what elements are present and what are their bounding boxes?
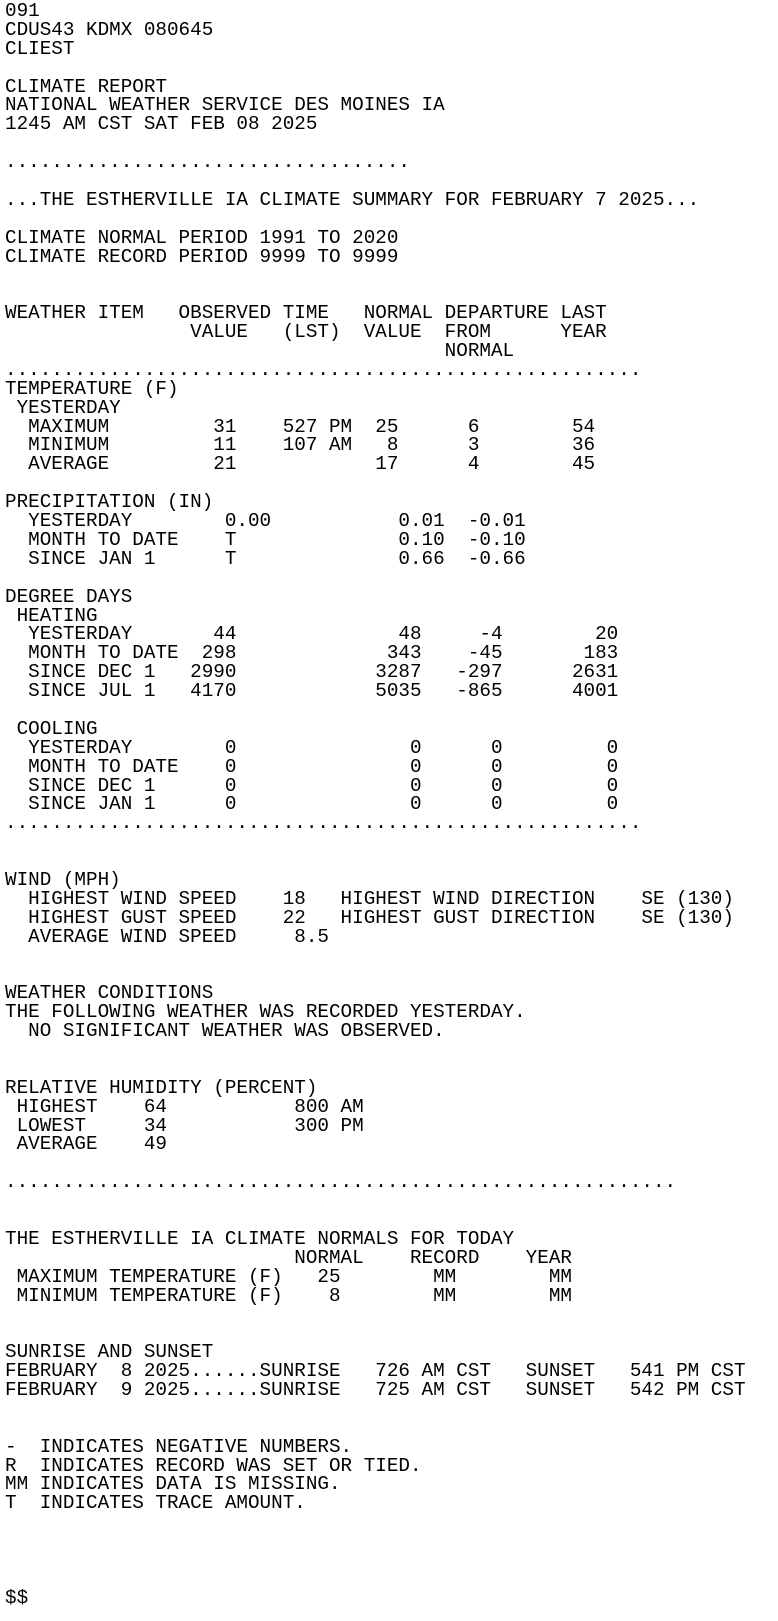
report-line [5,701,778,720]
report-line [5,59,778,78]
report-line: FEBRUARY 9 2025......SUNRISE 725 AM CST SUNSET 542 PM CST [5,1379,746,1402]
report-line: YESTERDAY 44 48 -4 20 [5,623,619,646]
report-line: ................................... [5,151,410,174]
report-line: NORMAL RECORD YEAR [5,1246,572,1269]
report-line: WEATHER CONDITIONS [5,982,214,1005]
report-line: SINCE JAN 1 T 0.66 -0.66 [5,547,526,570]
report-line: ....................................................... [5,812,642,835]
report-line: AVERAGE 49 [5,1133,167,1156]
report-line: MM INDICATES DATA IS MISSING. [5,1473,341,1496]
report-line: THE FOLLOWING WEATHER WAS RECORDED YESTERDAY. [5,1001,526,1024]
report-line: SINCE DEC 1 2990 3287 -297 2631 [5,661,619,684]
report-line: PRECIPITATION (IN) [5,491,214,514]
report-line [5,1551,778,1570]
report-line: NORMAL [5,340,515,363]
report-line: AVERAGE WIND SPEED 8.5 [5,925,329,948]
report-line: CLIEST [5,37,75,60]
report-line: MONTH TO DATE T 0.10 -0.10 [5,528,526,551]
report-line: YESTERDAY 0 0 0 0 [5,736,619,759]
report-line: CLIMATE REPORT [5,75,167,98]
report-line: YESTERDAY 0.00 0.01 -0.01 [5,510,526,533]
report-line: CLIMATE RECORD PERIOD 9999 TO 9999 [5,245,399,268]
report-line: .......................................................... [5,1171,677,1194]
report-line: HIGHEST WIND SPEED 18 HIGHEST WIND DIRECTION SE (130) [5,887,734,910]
report-line [5,210,778,229]
report-line: THE ESTHERVILLE IA CLIMATE NORMALS FOR TODAY [5,1227,515,1250]
report-line: DEGREE DAYS [5,585,133,608]
report-line: COOLING [5,717,98,740]
report-line: 091 [5,0,40,22]
report-line: TEMPERATURE (F) [5,377,179,400]
report-line: AVERAGE 21 17 4 45 [5,453,596,476]
report-line: $$ [5,1586,29,1609]
report-line: HIGHEST GUST SPEED 22 HIGHEST GUST DIRECTION SE (130) [5,906,734,929]
report-line: VALUE (LST) VALUE FROM YEAR [5,321,607,344]
report-line [5,947,778,966]
report-line: MAXIMUM TEMPERATURE (F) 25 MM MM [5,1265,572,1288]
report-line: MINIMUM TEMPERATURE (F) 8 MM MM [5,1284,572,1307]
report-line: HIGHEST 64 800 AM [5,1095,364,1118]
report-line: MONTH TO DATE 298 343 -45 183 [5,642,619,665]
report-line: FEBRUARY 8 2025......SUNRISE 726 AM CST SUNSET 541 PM CST [5,1360,746,1383]
report-line: ....................................................... [5,358,642,381]
report-line: LOWEST 34 300 PM [5,1114,364,1137]
report-line: SINCE JUL 1 4170 5035 -865 4001 [5,680,619,703]
report-line [5,1060,778,1079]
report-line: SINCE JAN 1 0 0 0 0 [5,793,619,816]
report-line: CLIMATE NORMAL PERIOD 1991 TO 2020 [5,226,399,249]
report-line: SUNRISE AND SUNSET [5,1341,214,1364]
report-line [5,1192,778,1211]
report-line: WIND (MPH) [5,868,121,891]
report-line [5,1305,778,1324]
report-line: R INDICATES RECORD WAS SET OR TIED. [5,1454,422,1477]
report-line: YESTERDAY [5,396,121,419]
report-line: HEATING [5,604,98,627]
report-line: 1245 AM CST SAT FEB 08 2025 [5,113,318,136]
report-line [5,833,778,852]
report-line [5,1041,778,1060]
report-line: CDUS43 KDMX 080645 [5,18,214,41]
report-line [5,266,778,285]
report-line [5,1419,778,1438]
report-line [5,1513,778,1532]
report-line [5,852,778,871]
report-line: RELATIVE HUMIDITY (PERCENT) [5,1076,318,1099]
report-line: NATIONAL WEATHER SERVICE DES MOINES IA [5,94,445,117]
report-line [5,1570,778,1589]
report-line: MONTH TO DATE 0 0 0 0 [5,755,619,778]
report-line: WEATHER ITEM OBSERVED TIME NORMAL DEPARTURE LAST [5,302,607,325]
report-line: ...THE ESTHERVILLE IA CLIMATE SUMMARY FOR FEBRUARY 7 2025... [5,188,700,211]
report-line [5,569,778,588]
report-line: - INDICATES NEGATIVE NUMBERS. [5,1435,353,1458]
report-line: SINCE DEC 1 0 0 0 0 [5,774,619,797]
report-line: NO SIGNIFICANT WEATHER WAS OBSERVED. [5,1020,445,1043]
report-line: MINIMUM 11 107 AM 8 3 36 [5,434,596,457]
report-line [5,1400,778,1419]
report-line [5,1532,778,1551]
report-line: T INDICATES TRACE AMOUNT. [5,1492,306,1515]
report-line: MAXIMUM 31 527 PM 25 6 54 [5,415,596,438]
